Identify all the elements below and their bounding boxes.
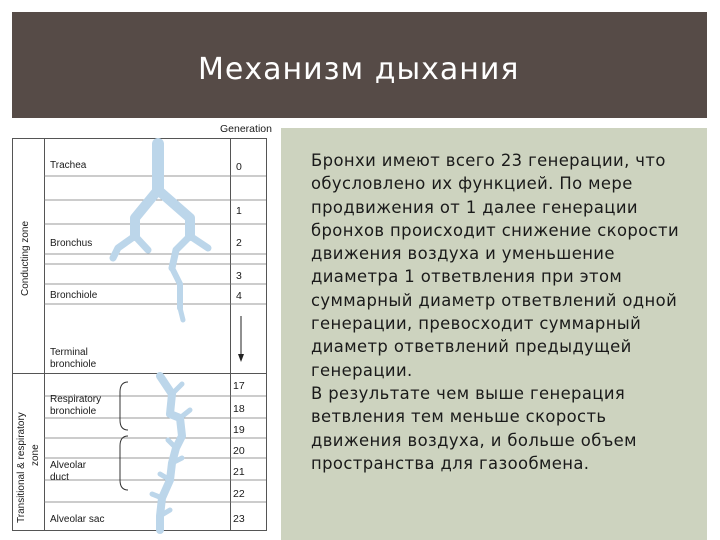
generation-21: 21	[233, 466, 245, 478]
generation-22: 22	[233, 488, 245, 500]
generation-18: 18	[233, 403, 245, 415]
down-arrow-icon	[238, 316, 244, 362]
text-paragraph-2: В результате чем выше генерация ветвления тем меньше скорость движения воздуха, и больше объем пространства для газообмена.	[311, 383, 637, 473]
label-respiratory: Respiratory	[50, 394, 102, 405]
generation-23: 23	[233, 513, 245, 525]
zone-label-respiratory-line2: zone	[30, 444, 41, 466]
generation-0: 0	[236, 161, 242, 173]
label-alveolar: Alveolar	[50, 460, 87, 471]
generation-19: 19	[233, 424, 245, 436]
generation-2: 2	[236, 237, 242, 249]
text-paragraph-1: Бронхи имеют всего 23 генерации, что обусловлено их функцией. По мере продвижения от 1 далее генерации бронхов происходит снижение скорости движения воздуха и уменьшение диаметра 1 ответвления при этом суммарный диаметр ответвлений одной генерации, превосходит суммарный диаметр ответвлений предыдущей генерации.	[311, 151, 680, 380]
slide-title: Механизм дыхания	[198, 52, 520, 87]
label-bronchus: Bronchus	[50, 238, 93, 249]
label-terminal: Terminal	[50, 347, 88, 358]
label-bronchiole: Bronchiole	[50, 290, 98, 301]
label-trachea: Trachea	[50, 160, 87, 171]
generation-numbers	[233, 161, 245, 525]
zone-brackets	[120, 382, 128, 490]
generation-4: 4	[236, 290, 242, 302]
generation-3: 3	[236, 270, 242, 282]
zone-label-respiratory: Transitional & respiratory	[16, 412, 27, 523]
generation-17: 17	[233, 380, 245, 392]
generation-20: 20	[233, 445, 245, 457]
label-terminal-line2: bronchiole	[50, 359, 97, 370]
generation-1: 1	[236, 205, 242, 217]
airway-generations-diagram	[0, 118, 290, 540]
generation-header: Generation	[220, 123, 272, 135]
zone-label-conducting: Conducting zone	[20, 220, 31, 296]
label-alveolar-line2: duct	[50, 472, 69, 483]
label-respiratory-line2: bronchiole	[50, 406, 97, 417]
text-panel	[281, 128, 707, 540]
airway-diagram-svg	[0, 118, 290, 540]
airway-tree-illustration	[113, 144, 208, 530]
label-alveolar-sac: Alveolar sac	[50, 514, 105, 525]
